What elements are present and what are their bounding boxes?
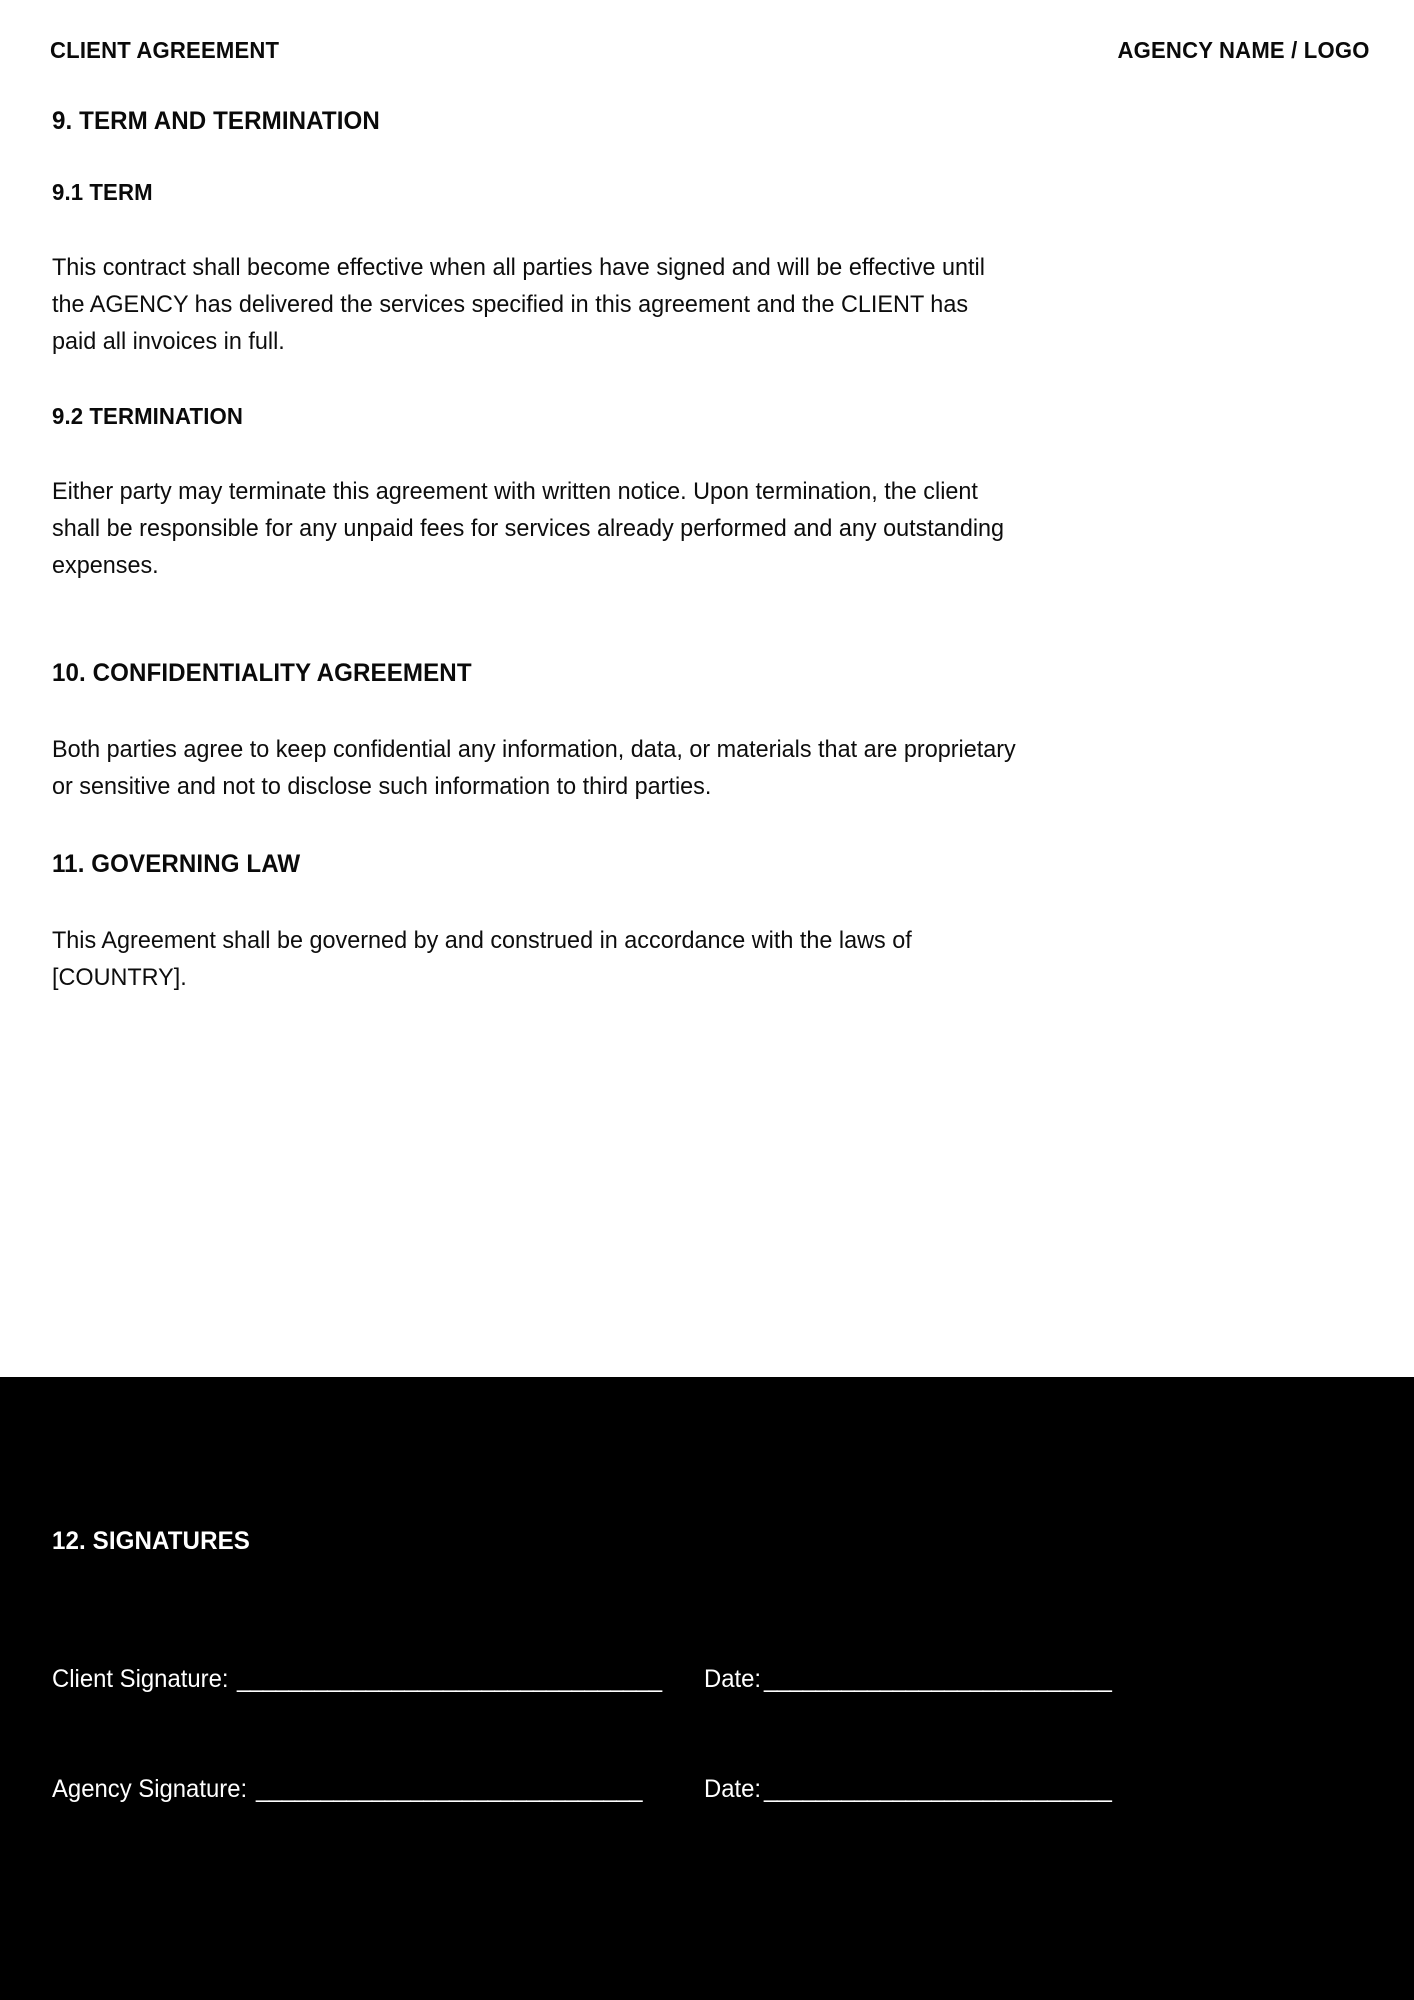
agency-logo-placeholder: AGENCY NAME / LOGO	[1117, 36, 1370, 63]
agency-signature-label: Agency Signature:	[52, 1775, 248, 1803]
spacer	[52, 688, 1362, 731]
agency-signature-field[interactable]	[52, 1775, 682, 1804]
section-body-governing-law: This Agreement shall be governed by and construed in accordance with the laws of [COUNTRY].	[52, 927, 912, 991]
document-body	[52, 106, 1362, 996]
client-date-line[interactable]: ___________________________	[763, 1665, 1112, 1693]
spacer	[52, 360, 1362, 402]
spacer	[52, 206, 1362, 249]
section-heading-governing-law: 11. GOVERNING LAW	[52, 850, 301, 878]
client-signature-label: Client Signature:	[52, 1665, 229, 1693]
subsection-heading-termination: 9.2 TERMINATION	[52, 403, 243, 429]
section-governing-law	[52, 849, 1362, 996]
client-date-field[interactable]	[704, 1665, 1126, 1694]
spacer	[52, 584, 1362, 658]
agency-signature-line[interactable]: ______________________________	[256, 1775, 643, 1803]
section-body-confidentiality: Both parties agree to keep confidential any information, data, or materials that are proprietary or sensitive and not to disclose such information to third parties.	[52, 736, 1016, 800]
agency-date-field[interactable]	[704, 1775, 1126, 1804]
client-date-label: Date:	[704, 1665, 762, 1693]
section-heading-signatures: 12. SIGNATURES	[52, 1527, 250, 1555]
subsection-heading-term: 9.1 TERM	[52, 179, 153, 205]
spacer	[52, 805, 1362, 849]
subsection-body-termination: Either party may terminate this agreement with written notice. Upon termination, the client shall be responsible for any unpaid fees for services already performed and any outstanding expenses.	[52, 478, 1005, 579]
spacer	[52, 430, 1362, 473]
agency-date-line[interactable]: ___________________________	[763, 1775, 1112, 1803]
signature-row-agency	[52, 1775, 1362, 1804]
subsection-body-term: This contract shall become effective when all parties have signed and will be effective until the AGENCY has delivered the services specified in this agreement and the CLIENT has paid all invoices in full.	[52, 254, 985, 355]
page-header	[50, 33, 1370, 67]
client-signature-field[interactable]	[52, 1665, 682, 1694]
section-heading-term-and-termination: 9. TERM AND TERMINATION	[52, 107, 380, 135]
document-title: CLIENT AGREEMENT	[50, 36, 280, 63]
agency-date-label: Date:	[704, 1775, 762, 1803]
section-heading-confidentiality: 10. CONFIDENTIALITY AGREEMENT	[52, 659, 472, 687]
spacer	[52, 136, 1362, 178]
spacer	[52, 879, 1362, 922]
section-confidentiality	[52, 658, 1362, 805]
section-term-and-termination	[52, 106, 1362, 584]
signature-row-client	[52, 1665, 1362, 1694]
client-signature-line[interactable]: _________________________________	[236, 1665, 662, 1693]
